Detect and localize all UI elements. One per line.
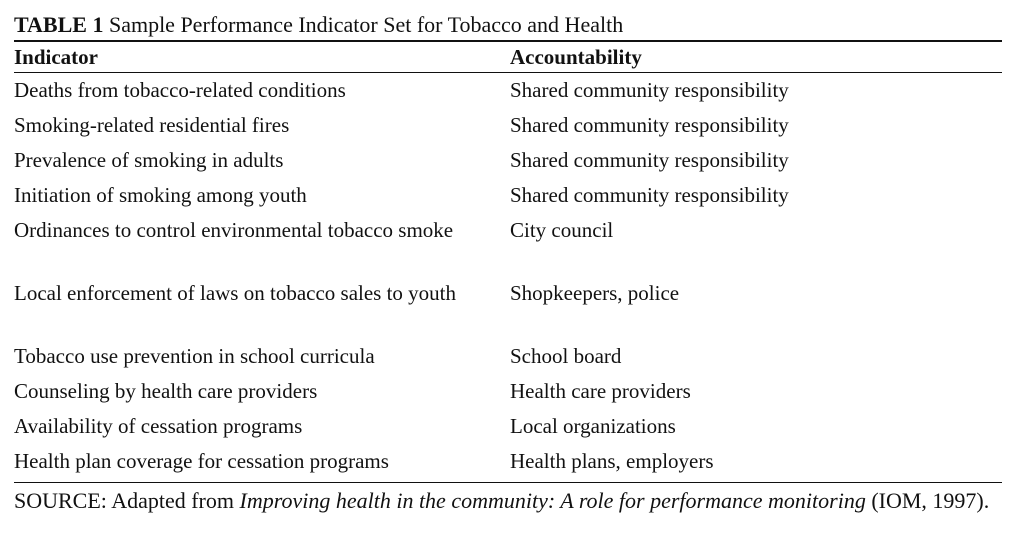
table-header <box>14 42 1002 72</box>
accountability-cell: Shared community responsibility <box>510 113 789 137</box>
indicator-cell: Availability of cessation programs <box>14 414 303 438</box>
table-row <box>14 342 1002 377</box>
table-caption <box>14 12 1002 40</box>
table-row <box>14 181 1002 216</box>
indicator-cell: Smoking-related residential fires <box>14 113 290 137</box>
indicator-cell: Counseling by health care providers <box>14 379 318 403</box>
accountability-cell: City council <box>510 218 614 242</box>
table-number: TABLE 1 <box>14 12 104 37</box>
table-row <box>14 279 1002 342</box>
accountability-cell: Health plans, employers <box>510 449 714 473</box>
source-suffix: (IOM, 1997). <box>865 488 990 513</box>
table-row <box>14 111 1002 146</box>
column-header-indicator: Indicator <box>14 44 98 69</box>
indicator-cell: Initiation of smoking among youth <box>14 183 307 207</box>
indicator-cell: Ordinances to control environmental tobacco smoke <box>14 218 454 242</box>
indicator-cell: Health plan coverage for cessation programs <box>14 449 389 473</box>
table-row <box>14 447 1002 482</box>
indicator-cell: Tobacco use prevention in school curricula <box>14 344 375 368</box>
table-title: Sample Performance Indicator Set for Tobacco and Health <box>108 12 624 37</box>
table-figure <box>14 12 1002 515</box>
table-row <box>14 76 1002 111</box>
table-body <box>14 73 1002 482</box>
indicator-cell: Deaths from tobacco-related conditions <box>14 78 346 102</box>
table-row <box>14 216 1002 279</box>
accountability-cell: School board <box>510 344 622 368</box>
indicator-cell: Prevalence of smoking in adults <box>14 148 284 172</box>
table-row <box>14 146 1002 181</box>
accountability-cell: Shared community responsibility <box>510 78 789 102</box>
table-row <box>14 377 1002 412</box>
indicator-cell: Local enforcement of laws on tobacco sales to youth <box>14 281 457 305</box>
source-prefix: SOURCE: Adapted from <box>14 488 240 513</box>
accountability-cell: Shared community responsibility <box>510 148 789 172</box>
source-note <box>14 483 1002 515</box>
accountability-cell: Shared community responsibility <box>510 183 789 207</box>
source-title: Improving health in the community: A role for performance monitoring <box>239 488 866 513</box>
column-header-accountability: Accountability <box>510 44 642 69</box>
table-row <box>14 412 1002 447</box>
accountability-cell: Shopkeepers, police <box>510 281 680 305</box>
accountability-cell: Health care providers <box>510 379 691 403</box>
accountability-cell: Local organizations <box>510 414 676 438</box>
